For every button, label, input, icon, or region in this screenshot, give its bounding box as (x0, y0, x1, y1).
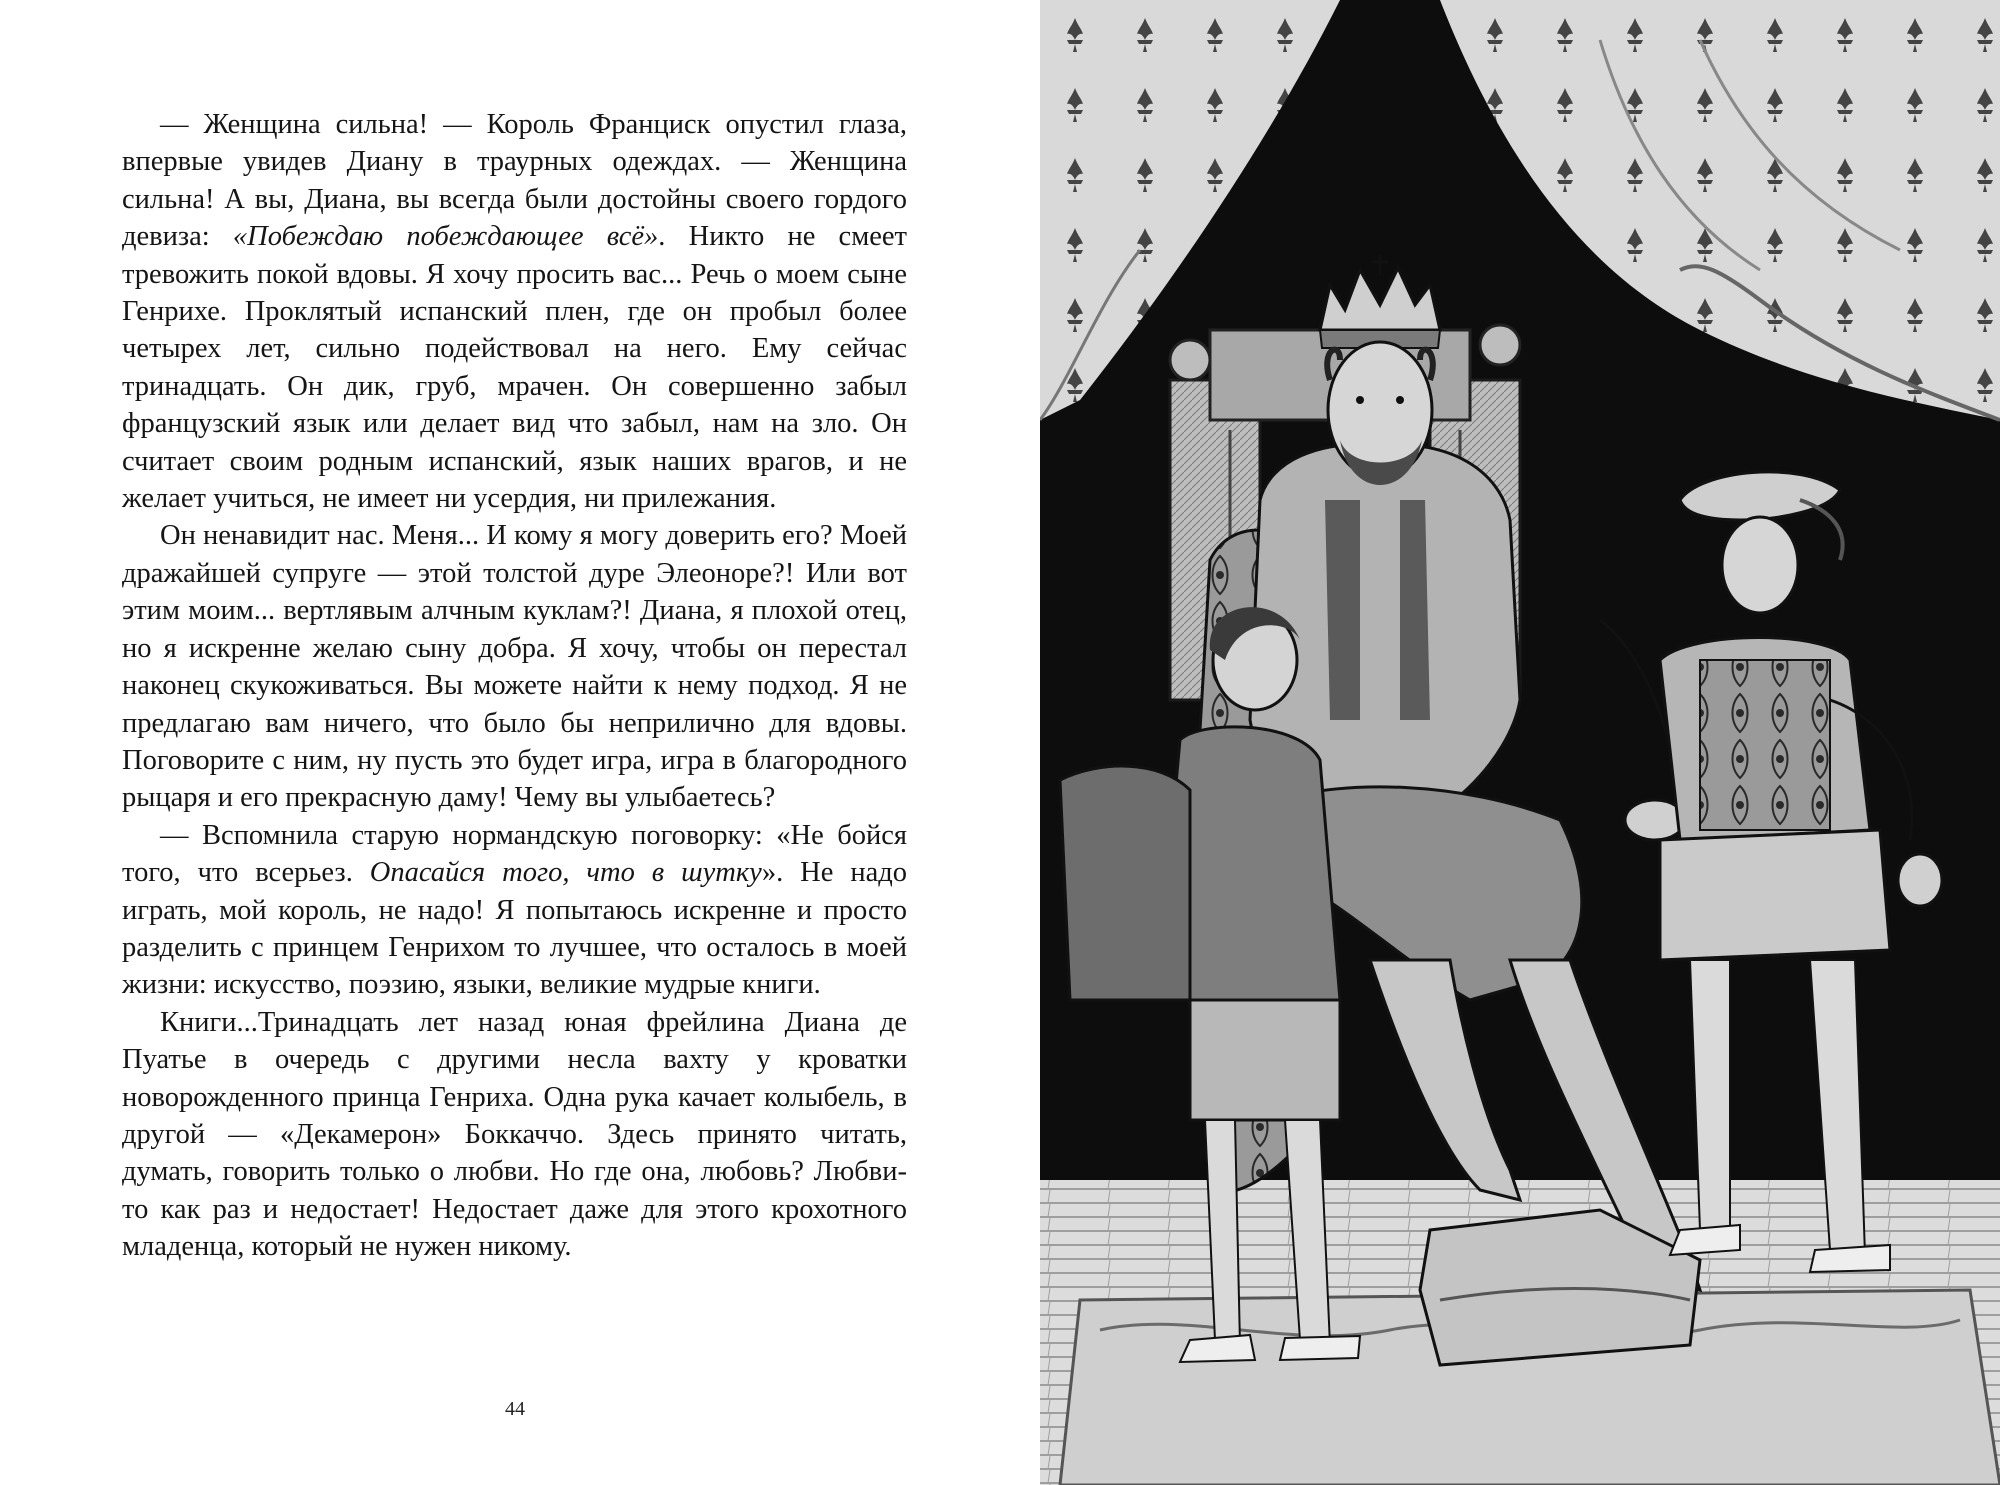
paragraph (122, 1004, 907, 1266)
text-run-italic: Опасайся того, что в шутку (369, 857, 762, 889)
text-run: Он ненавидит нас. Меня... И кому я могу доверить его? Моей дражайшей супруге — этой толстой дуре Элеоноре?! Или вот этим моим... вертлявым алчным куклам?! Диана, я плохой отец, но я искренне желаю сыну добра. Я хочу, чтобы он перестал наконец скукоживаться. Вы можете найти к нему подход. Я не предлагаю вам ничего, что было бы неприлично для вдовы. Поговорите с ним, ну пусть это будет игра, игра в благородного рыцаря и его прекрасную даму! Чему вы улыбаетесь? (122, 520, 907, 814)
text-run: ». Не надо играть, мой король, не надо! Я попытаюсь искренне и просто разделить с принцем Генрихом то лучшее, что осталось в моей жизни: искусство, поэзию, языки, великие мудрые книги. (122, 857, 908, 1001)
paragraph (122, 817, 907, 1004)
illustration-king-throne (1040, 0, 2000, 1485)
text-run: . Никто не смеет тревожить покой вдовы. Я хочу просить вас... Речь о моем сыне Генрихе. Проклятый испанский плен, где он пробыл более четырех лет, сильно подействовал на него. Ему сейчас тринадцать. Он дик, груб, мрачен. Он совершенно забыл французский язык или делает вид что забыл, нам на зло. Он считает своим родным испанский, язык наших врагов, и не желает учиться, не имеет ни усердия, ни прилежания. (122, 221, 907, 515)
paragraph (122, 517, 907, 816)
paragraph (122, 106, 907, 517)
text-run: — Женщина сильна! — Король Франциск опустил глаза, впервые увидев Диану в траурных одеждах. — Женщина сильна! А вы, Диана, вы всегда были достойны своего гордого девиза: (122, 109, 907, 253)
text-run: — Вспомнила старую нормандскую поговорку: «Не бойся того, что всерьез. (122, 819, 907, 889)
body-text (122, 106, 907, 1266)
page-number: 44 (505, 1398, 525, 1420)
text-run-italic: «Побеждаю побеждающее всё» (232, 221, 659, 253)
text-run: Книги...Тринадцать лет назад юная фрейлина Диана де Пуатье в очередь с другими несла вахту у кроватки новорожденного принца Генриха. Одна рука качает колыбель, в другой — «Декамерон» Боккаччо. Здесь принято читать, думать, говорить только о любви. Но где она, любовь? Любви-то как раз и недостает! Недостает даже для этого крохотного младенца, который не нужен никому. (122, 1006, 907, 1263)
